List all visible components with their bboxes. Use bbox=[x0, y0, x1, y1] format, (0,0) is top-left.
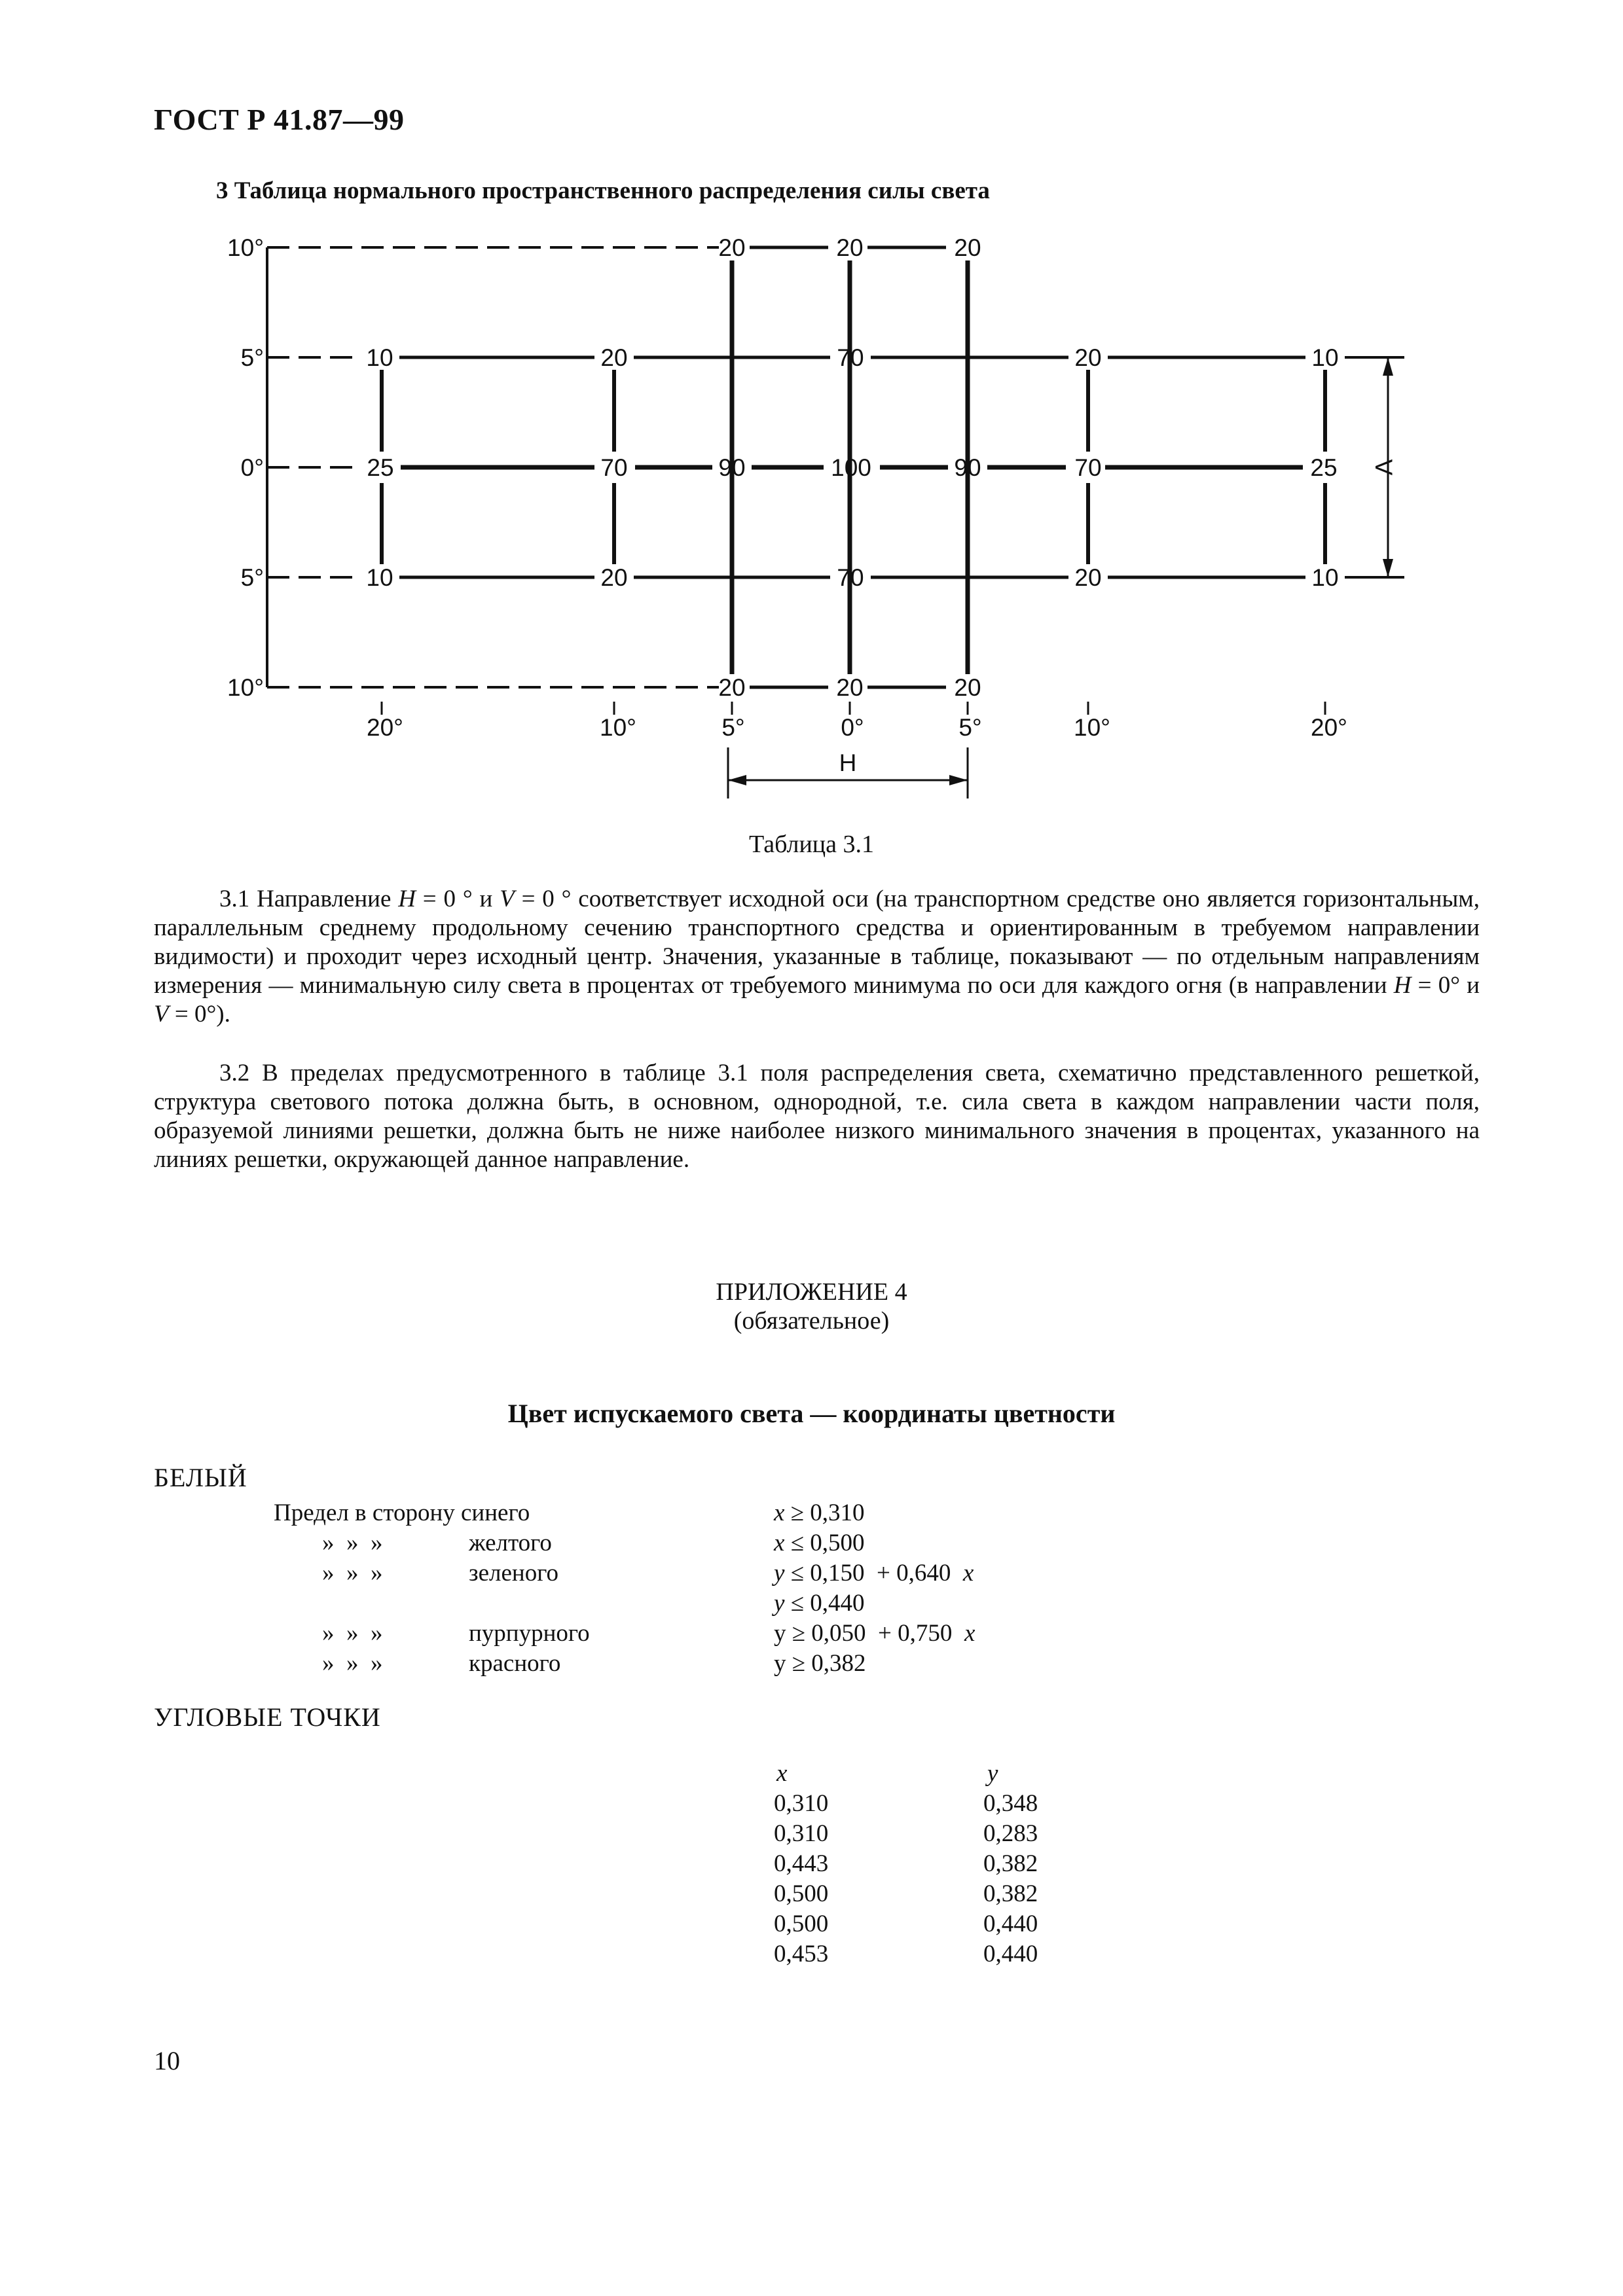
h-label: 20° bbox=[367, 714, 403, 741]
v-label: 5° bbox=[240, 564, 264, 591]
corner-y: 0,440 bbox=[983, 1910, 1038, 1937]
table-caption: Таблица 3.1 bbox=[748, 831, 875, 858]
grid-value: 20 bbox=[718, 674, 746, 701]
grid-value: 20 bbox=[1074, 564, 1102, 591]
limit-name: желтого bbox=[469, 1530, 552, 1556]
light-distribution-diagram bbox=[0, 0, 1623, 812]
corner-y: 0,382 bbox=[983, 1850, 1038, 1877]
grid-value: 20 bbox=[836, 234, 864, 261]
grid-value: 20 bbox=[954, 674, 981, 701]
h-label: 20° bbox=[1311, 714, 1347, 741]
h-label: 5° bbox=[958, 714, 982, 741]
grid-value: 10 bbox=[1311, 564, 1339, 591]
grid-value: 90 bbox=[954, 454, 981, 481]
corners-col-x: x bbox=[776, 1760, 788, 1787]
grid-value: 20 bbox=[718, 234, 746, 261]
v-label: 10° bbox=[227, 234, 264, 261]
grid-value: 10 bbox=[1311, 344, 1339, 371]
corner-x: 0,310 bbox=[774, 1790, 829, 1817]
page-number: 10 bbox=[154, 2046, 180, 2075]
grid-value: 70 bbox=[1074, 454, 1102, 481]
standard-number: ГОСТ Р 41.87—99 bbox=[154, 103, 405, 136]
corner-x: 0,453 bbox=[774, 1941, 829, 1967]
appendix-subtitle: (обязательное) bbox=[733, 1307, 890, 1335]
v-dimension-label: V bbox=[1370, 459, 1397, 476]
grid-value: 70 bbox=[837, 344, 864, 371]
grid-value: 20 bbox=[836, 674, 864, 701]
ditto-mark: » » » bbox=[322, 1560, 383, 1587]
corner-x: 0,500 bbox=[774, 1880, 829, 1907]
limit-formula: y ≤ 0,150 + 0,640 x bbox=[774, 1560, 974, 1587]
limit-name: Предел в сторону синего bbox=[274, 1499, 530, 1526]
corners-label: УГЛОВЫЕ ТОЧКИ bbox=[154, 1702, 381, 1732]
appendix-title: ПРИЛОЖЕНИЕ 4 bbox=[716, 1278, 907, 1306]
grid-value: 20 bbox=[954, 234, 981, 261]
limit-name: пурпурного bbox=[469, 1620, 590, 1647]
grid-value: 100 bbox=[831, 454, 871, 481]
corner-y: 0,283 bbox=[983, 1820, 1038, 1847]
corners-col-y: y bbox=[987, 1760, 998, 1787]
ditto-mark: » » » bbox=[322, 1650, 383, 1677]
corner-x: 0,500 bbox=[774, 1910, 829, 1937]
corner-y: 0,382 bbox=[983, 1880, 1038, 1907]
grid-value: 10 bbox=[366, 564, 393, 591]
h-dimension-label: H bbox=[839, 749, 857, 776]
v-label: 5° bbox=[240, 344, 264, 371]
h-label: 0° bbox=[841, 714, 864, 741]
limit-formula: x ≤ 0,500 bbox=[774, 1530, 865, 1556]
h-label: 10° bbox=[1074, 714, 1110, 741]
corner-x: 0,310 bbox=[774, 1820, 829, 1847]
h-label: 10° bbox=[600, 714, 636, 741]
white-label: БЕЛЫЙ bbox=[154, 1463, 247, 1492]
paragraph-3-1: 3.1 Направление H = 0 ° и V = 0 ° соответствует исходной оси (на транспортном средстве оно является горизонтальным, параллельным среднему продольному сечению транспортного средства и ориентированным в требуемом направлении видимости) и проходит через исходный центр. Значения, указанные в таблице, показывают — по отдельным направлениям измерения — минимальную силу света в процентах от требуемого минимума по оси для каждого огня (в направлении H = 0° и V = 0°). bbox=[154, 886, 1480, 1028]
grid-value: 25 bbox=[1310, 454, 1338, 481]
grid-value: 25 bbox=[367, 454, 394, 481]
appendix-heading: Цвет испускаемого света — координаты цветности bbox=[507, 1399, 1116, 1428]
v-label: 10° bbox=[227, 674, 264, 701]
limit-formula: y ≥ 0,050 + 0,750 x bbox=[774, 1620, 976, 1647]
ditto-mark: » » » bbox=[322, 1530, 383, 1556]
limit-name: красного bbox=[469, 1650, 561, 1677]
grid-value: 20 bbox=[600, 344, 628, 371]
limit-name: зеленого bbox=[469, 1560, 558, 1587]
corner-y: 0,348 bbox=[983, 1790, 1038, 1817]
grid-value: 90 bbox=[718, 454, 746, 481]
limit-formula: y ≥ 0,382 bbox=[774, 1650, 866, 1677]
v-label: 0° bbox=[240, 454, 264, 481]
limit-formula: y ≤ 0,440 bbox=[774, 1590, 865, 1617]
section-title: 3 Таблица нормального пространственного распределения силы света bbox=[216, 177, 990, 204]
paragraph-3-2: 3.2 В пределах предусмотренного в таблице 3.1 поля распределения света, схематично представленного решеткой, структура светового потока должна быть, в основном, однородной, т.е. сила света в каждом направлении части поля, образуемой линиями решетки, должна быть не ниже наиболее низкого минимального значения в процентах, указанного на линиях решетки, окружающей данное направление. bbox=[154, 1060, 1480, 1173]
grid-value: 70 bbox=[600, 454, 628, 481]
grid-value: 70 bbox=[837, 564, 864, 591]
corner-y: 0,440 bbox=[983, 1941, 1038, 1967]
grid-value: 20 bbox=[1074, 344, 1102, 371]
grid-value: 20 bbox=[600, 564, 628, 591]
limit-formula: x ≥ 0,310 bbox=[774, 1499, 865, 1526]
ditto-mark: » » » bbox=[322, 1620, 383, 1647]
corner-x: 0,443 bbox=[774, 1850, 829, 1877]
h-label: 5° bbox=[721, 714, 745, 741]
grid-value: 10 bbox=[366, 344, 393, 371]
